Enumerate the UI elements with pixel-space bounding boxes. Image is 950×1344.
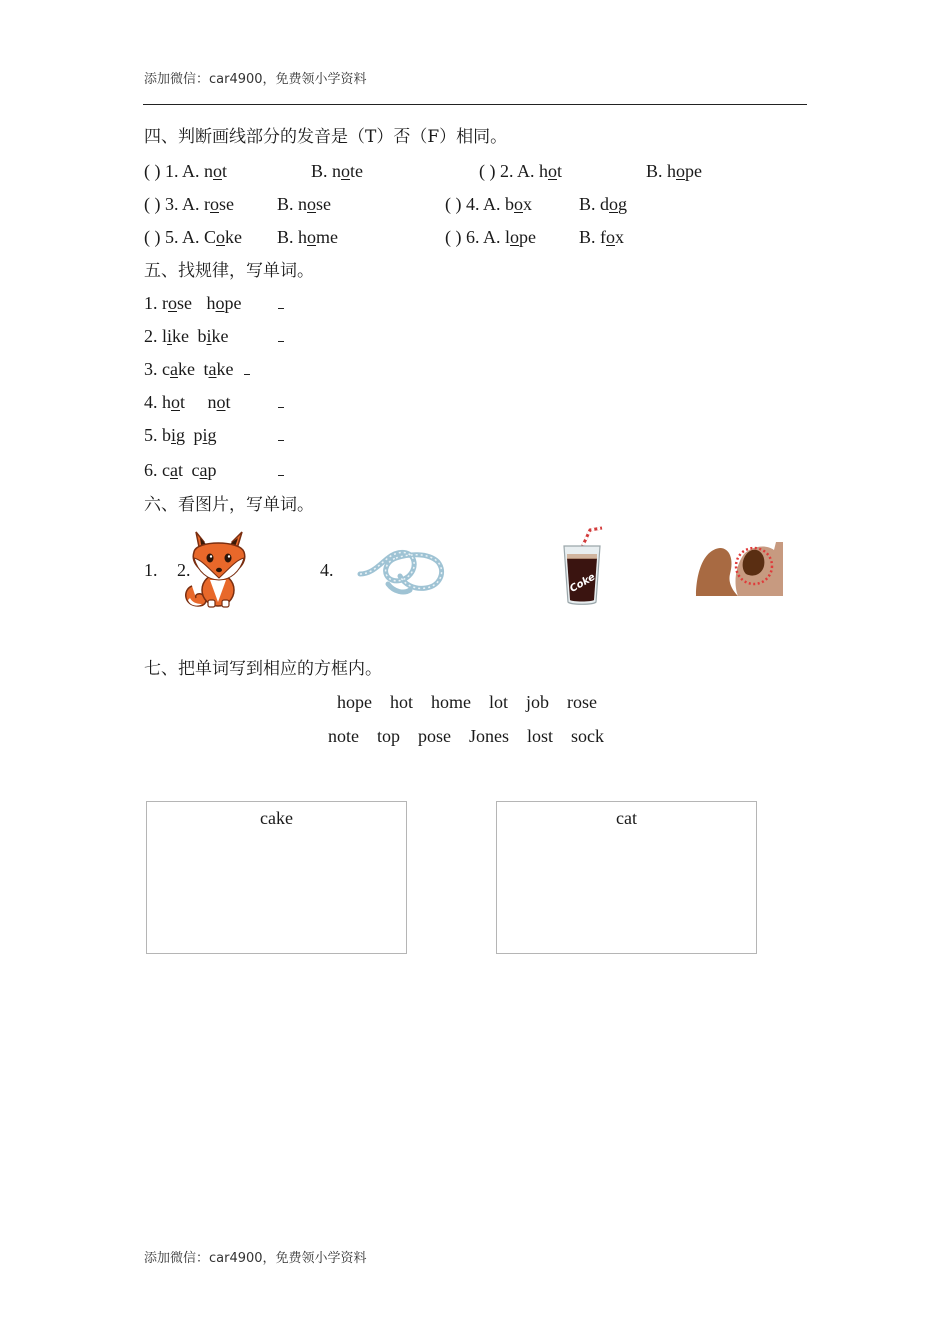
sec4-row1-right: ( ) 2. A. hot <box>479 161 563 181</box>
picture-number-1: 1. <box>144 560 158 580</box>
sec5-answer-blank-2[interactable] <box>278 325 284 347</box>
sec4-row2-left-b: B. nose <box>277 194 332 214</box>
rope-knot-icon <box>358 544 446 596</box>
section-6-title: 六、看图片，写单词。 <box>144 495 314 515</box>
section-4-title: 四、判断画线部分的发音是（T）否（F）相同。 <box>144 127 508 147</box>
sec4-row2-right-b: B. dog <box>579 194 628 214</box>
sec4-row3-right: ( ) 6. A. lope <box>445 227 537 247</box>
word-bank-word: home <box>431 692 472 712</box>
sec4-row3-right-b: B. fox <box>579 227 625 247</box>
sec5-item-6: 6. cat cap <box>144 460 217 480</box>
sec5-answer-blank-4[interactable] <box>278 391 284 413</box>
sec5-answer-blank-6[interactable] <box>278 459 284 481</box>
picture-number-2: 2. <box>177 560 191 580</box>
sec4-row3-left-b: B. home <box>277 227 339 247</box>
word-bank-word: sock <box>571 726 605 746</box>
section-7-title: 七、把单词写到相应的方框内。 <box>144 659 382 679</box>
sec5-answer-blank-1[interactable] <box>278 292 284 314</box>
word-bank-word: hope <box>337 692 372 712</box>
sec4-row1-left: ( ) 1. A. not <box>144 161 228 181</box>
coke-label: Coke <box>568 571 598 595</box>
answer-box-cat-label: cat <box>616 808 637 828</box>
answer-box-cake-label: cake <box>260 808 293 828</box>
word-bank-word: job <box>526 692 550 712</box>
sec5-item-2: 2. like bike <box>144 326 229 346</box>
sec4-row1-right-b: B. hope <box>646 161 703 181</box>
picture-number-4: 4. <box>320 560 334 580</box>
coke-glass-icon <box>560 526 606 606</box>
answer-box-cat[interactable] <box>496 801 757 954</box>
nose-icon <box>694 540 786 600</box>
word-bank-word: note <box>328 726 359 746</box>
answer-box-cake[interactable] <box>146 801 407 954</box>
fox-icon <box>182 530 252 608</box>
sec5-item-3: 3. cake take <box>144 359 234 379</box>
page-footer-text: 添加微信：car4900，免费领小学资料 <box>144 1251 367 1266</box>
word-bank-word: lost <box>527 726 554 746</box>
page-header-text: 添加微信：car4900，免费领小学资料 <box>144 72 367 87</box>
section-5-title: 五、找规律，写单词。 <box>144 261 314 281</box>
sec4-row2-left: ( ) 3. A. rose <box>144 194 234 214</box>
word-bank-word: lot <box>489 692 509 712</box>
word-bank-row-2 <box>319 726 613 747</box>
sec5-answer-blank-5[interactable] <box>278 424 284 446</box>
sec4-row3-left: ( ) 5. A. Coke <box>144 227 243 247</box>
sec4-row1-left-b: B. note <box>311 161 364 181</box>
word-bank-word: hot <box>390 692 414 712</box>
word-bank-word: top <box>377 726 401 746</box>
sec5-answer-blank-3[interactable] <box>244 358 250 380</box>
word-bank-word: Jones <box>469 726 510 746</box>
sec5-item-1: 1. rose hope <box>144 293 242 313</box>
sec4-row2-right: ( ) 4. A. box <box>445 194 532 214</box>
word-bank-row-1 <box>328 692 606 713</box>
sec5-item-4: 4. hot not <box>144 392 231 412</box>
word-bank-word: rose <box>567 692 598 712</box>
header-divider <box>143 104 807 105</box>
sec5-item-5: 5. big pig <box>144 425 217 445</box>
word-bank-word: pose <box>418 726 452 746</box>
